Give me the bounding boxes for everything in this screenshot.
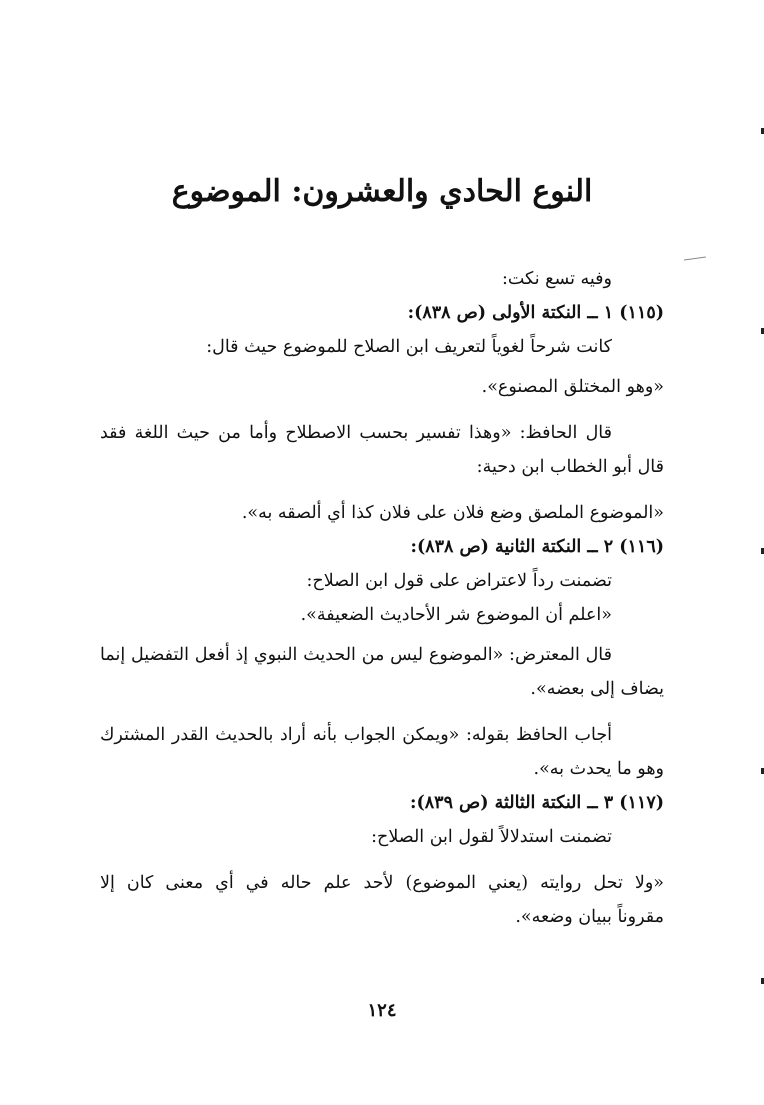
quote-line: مقروناً ببيان وضعه». [515, 907, 664, 927]
quote-line: «اعلم أن الموضوع شر الأحاديث الضعيفة». [300, 605, 612, 625]
section-heading: (١١٥) ١ ــ النكتة الأولى (ص ٨٣٨): [407, 303, 664, 323]
quote-line: «وهو المختلق المصنوع». [481, 377, 664, 397]
scan-stray-mark [684, 256, 706, 260]
text-line: قال المعترض: «الموضوع ليس من الحديث النبوي إذ أفعل التفضيل إنما [100, 645, 612, 665]
text-line: يضاف إلى بعضه». [530, 679, 664, 699]
text-line: كانت شرحاً لغوياً لتعريف ابن الصلاح للموضوع حيث قال: [206, 337, 612, 357]
section-heading: (١١٦) ٢ ــ النكتة الثانية (ص ٨٣٨): [410, 537, 664, 557]
text-line: وهو ما يحدث به». [533, 759, 664, 779]
quote-line: «الموضوع الملصق وضع فلان على فلان كذا أي ألصقه به». [241, 503, 664, 523]
text-line: قال الحافظ: «وهذا تفسير بحسب الاصطلاح وأما من حيث اللغة فقد [100, 423, 612, 443]
quote-line: «ولا تحل روايته (يعني الموضوع) لأحد علم حاله في أي معنى كان إلا [100, 873, 664, 893]
text-line: أجاب الحافظ بقوله: «ويمكن الجواب بأنه أراد بالحديث القدر المشترك [100, 725, 612, 745]
chapter-title: النوع الحادي والعشرون: الموضوع [171, 174, 593, 209]
section-heading: (١١٧) ٣ ــ النكتة الثالثة (ص ٨٣٩): [410, 793, 664, 813]
text-line: قال أبو الخطاب ابن دحية: [476, 457, 664, 477]
text-line: تضمنت رداً لاعتراض على قول ابن الصلاح: [306, 571, 612, 591]
page-body [100, 262, 664, 934]
page-number: ١٢٤ [367, 1000, 397, 1021]
intro-line: وفيه تسع نكت: [501, 269, 612, 289]
text-line: تضمنت استدلالاً لقول ابن الصلاح: [371, 827, 612, 847]
